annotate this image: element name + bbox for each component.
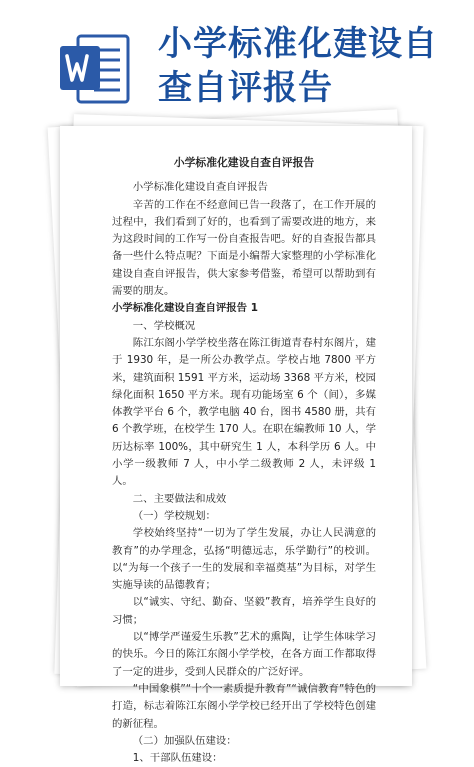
- header-banner: [0, 0, 474, 128]
- paragraph: 二、主要做法和成效: [132, 492, 227, 505]
- paragraph: （一）学校规划：: [132, 509, 216, 522]
- paragraph: 以“诚实、守纪、勤奋、坚毅”教育，培养学生良好的习惯；: [112, 596, 376, 626]
- paragraph: 一、学校概况: [132, 319, 196, 332]
- word-document-icon: [58, 30, 132, 108]
- banner-title: 小学标准化建设自查自评报告: [158, 24, 438, 108]
- paragraph: 学校始终坚持“一切为了学生发展，办让人民满意的教育”的办学理念，弘扬“明德远志，乐学勤行”的校训。以“为每一个孩子一生的发展和幸福奠基”为目标，对学生实施导读的品德教育；: [112, 527, 376, 592]
- paragraph: 陈江东阁小学学校坐落在陈江街道青春村东阁片，建于 1930 年，是一所公办教学点。学校占地 7800 平方米，建筑面积 1591 平方米，运动场 3368 平方米，校园绿化面积 1650 平方米。现有功能场室 6 个（间），多媒体教学平台 6 个，教学电脑 40 台，图书 4580 册，共有 6 个教学班，在校学生 170 人。在职在编教师 10 人，学历达标率 100%，其中研究生 1 人，本科学历 6 人。中小学一级教师 7 人，中小学二级教师 2 人，未评级 1 人。: [112, 336, 376, 488]
- paragraph: 小学标准化建设自查自评报告: [132, 181, 268, 194]
- paragraph: 辛苦的工作在不经意间已告一段落了，在工作开展的过程中，我们看到了好的，也看到了需要改进的地方，来为这段时间的工作写一份自查报告吧。好的自查报告都具备一些什么特点呢？下面是小编帮大家整理的小学标准化建设自查自评报告，供大家参考借鉴，希望可以帮助到有需要的朋友。: [112, 198, 376, 298]
- document-content: [112, 154, 376, 767]
- paragraph: 以“博学严谨爱生乐教”艺术的熏陶，让学生体味学习的快乐。今日的陈江东阁小学学校，在各方面工作都取得了一定的进步，受到人民群众的广泛好评。: [112, 631, 376, 678]
- section-heading: 小学标准化建设自查自评报告 1: [112, 302, 258, 315]
- paragraph: （二）加强队伍建设：: [132, 734, 237, 747]
- paragraph: “中国象棋”“十个一素质提升教育”“诚信教育”特色的打造，标志着陈江东阁小学学校已经开出了学校特色创建的新征程。: [112, 682, 376, 730]
- paragraph: 1、干部队伍建设：: [132, 752, 223, 765]
- document-title: 小学标准化建设自查自评报告: [173, 156, 315, 169]
